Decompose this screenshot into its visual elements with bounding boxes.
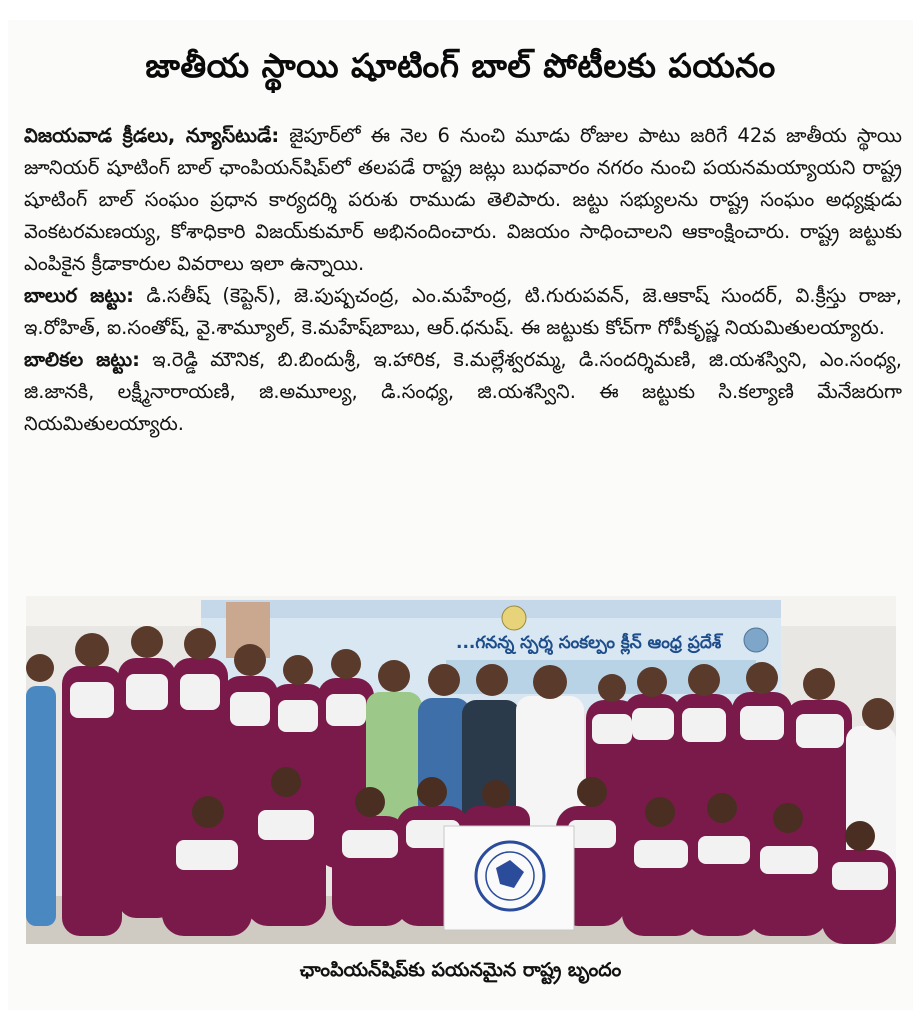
team-flag (444, 826, 574, 930)
boys-team-text: డి.సతీష్ (కెప్టెన్), జె.పుష్పచంద్ర, ఎం.మహేంద్ర, టి.గురుపవన్, జె.ఆకాష్ సుందర్, వి.క్రీస్తు రాజు, ఇ.రోహిత్, ఐ.సంతోష్, వై.శామ్యూల్, కె.మహేష్‌బాబు, ఆర్.ధనుష్. ఈ జట్టుకు కోచ్‌గా గోపీకృష్ణ నియమితులయ్యారు. (24, 284, 903, 339)
dateline: విజయవాడ క్రీడలు, న్యూస్‌టుడే: (24, 124, 280, 147)
article-paragraph-boys (24, 280, 902, 344)
boys-team-label: బాలుర జట్టు: (24, 284, 134, 307)
girls-team-label: బాలికల జట్టు: (24, 348, 140, 371)
article-paragraph-girls (24, 344, 902, 440)
girls-team-text: ఇ.రెడ్డి మౌనిక, బి.బిందుశ్రీ, ఇ.హారిక, కె.మల్లేశ్వరమ్మ, డి.సందర్శిమణి, జి.యశస్విని, ఎం.సంధ్య, జి.జానకి, లక్ష్మీనారాయణి, జి.అమూల్య, డి.సంధ్య, జి.యశస్విని. ఈ జట్టుకు సి.కల్యాణి మేనేజరుగా నియమితులయ్యారు. (24, 348, 902, 435)
intro-text: జైపూర్‌లో ఈ నెల 6 నుంచి మూడు రోజుల పాటు జరిగే 42వ జాతీయ స్థాయి జూనియర్ షూటింగ్ బాల్ ఛాంపియన్‌షిప్‌లో తలపడే రాష్ట్ర జట్లు బుధవారం నగరం నుంచి పయనమయ్యాయని రాష్ట్ర షూటింగ్ బాల్ సంఘం ప్రధాన కార్యదర్శి పరుశు రాముడు తెలిపారు. జట్టు సభ్యులను రాష్ట్ర సంఘం అధ్యక్షుడు వెంకటరమణయ్య, కోశాధికారి విజయ్‌కుమార్ అభినందించారు. విజయం సాధించాలని ఆకాంక్షించారు. రాష్ట్ర జట్టుకు ఎంపికైన క్రీడాకారుల వివరాలు ఇలా ఉన్నాయి. (24, 124, 903, 275)
article-paragraph-intro (24, 120, 902, 280)
banner-text: ...గనన్న స్పర్శ సంకల్పం క్లీన్ ఆంధ్ర ప్రదేశ్ (456, 633, 722, 653)
team-photo-illustration (26, 596, 896, 944)
headline: జాతీయ స్థాయి షూటింగ్ బాల్ పోటీలకు పయనం (145, 46, 776, 85)
team-photo (26, 596, 896, 944)
photo-caption: ఛాంపియన్‌షిప్‌కు పయనమైన రాష్ట్ర బృందం (299, 959, 622, 981)
article-body (24, 120, 902, 440)
newspaper-clipping (8, 20, 913, 1010)
